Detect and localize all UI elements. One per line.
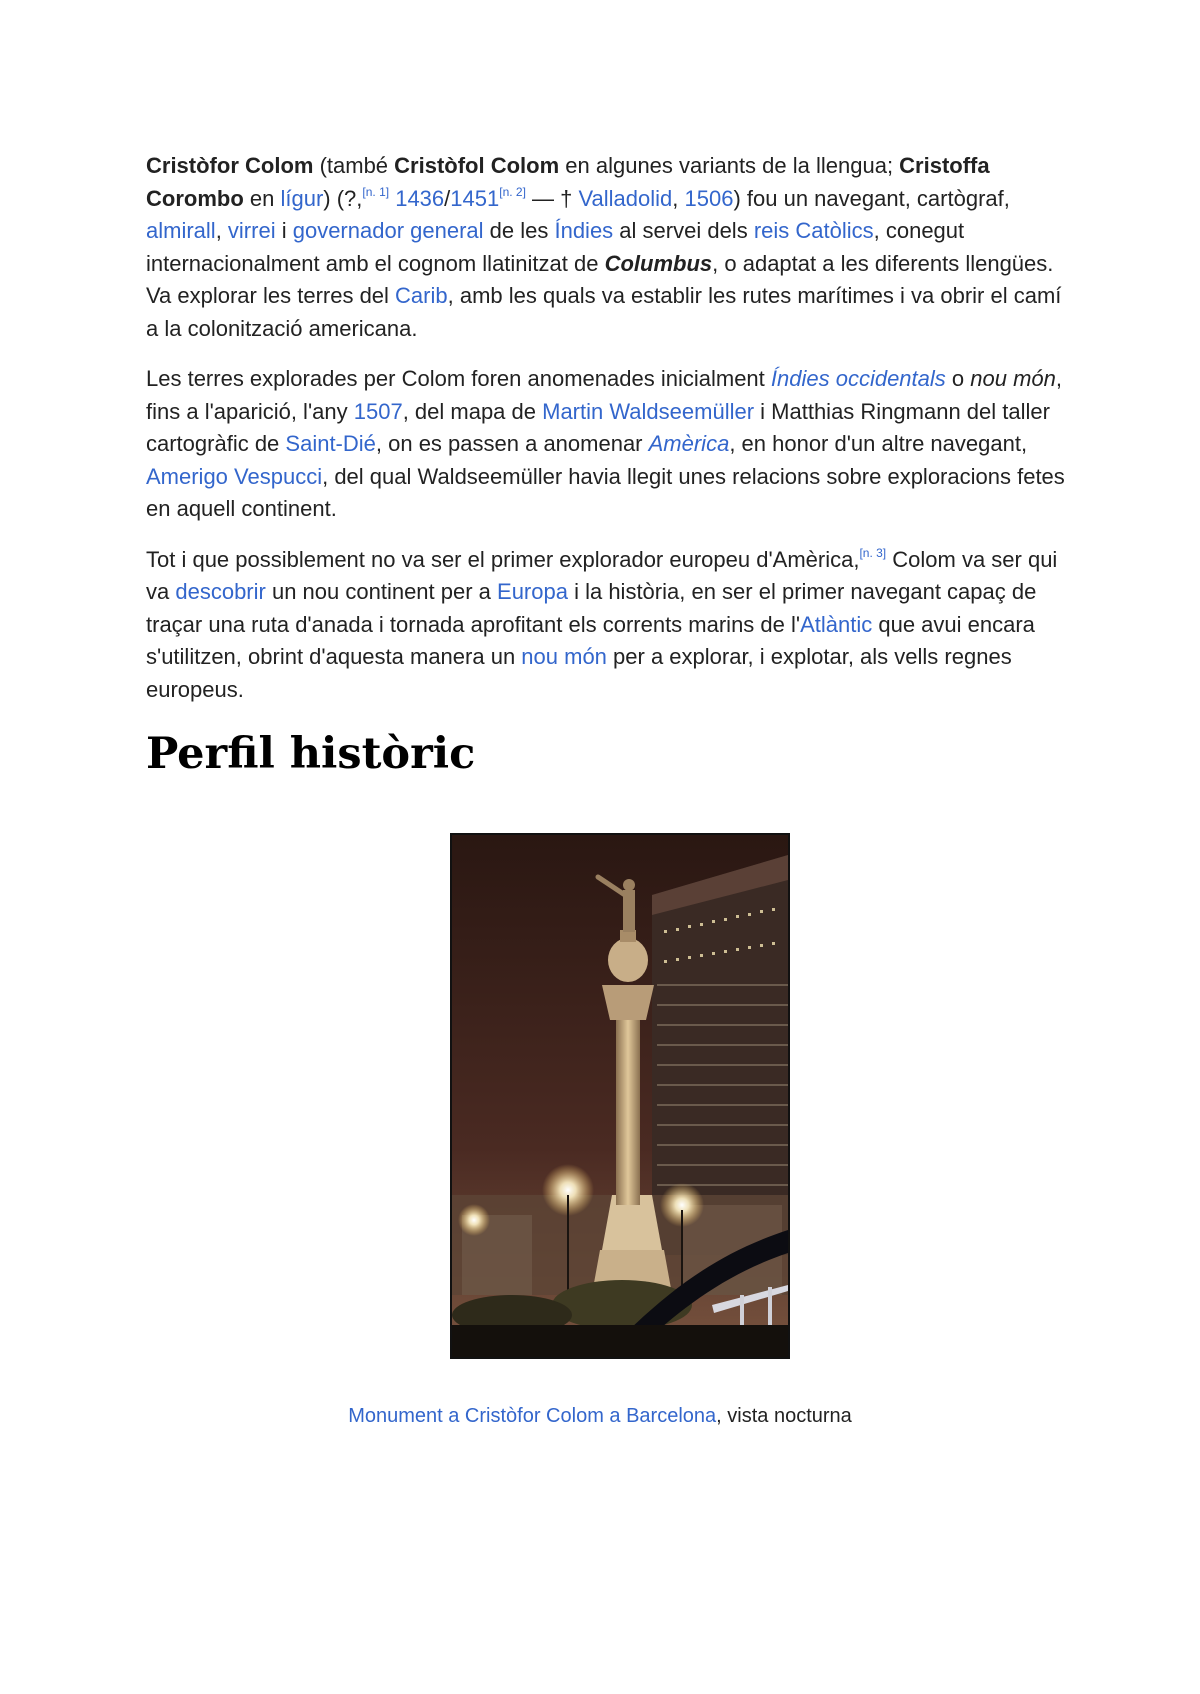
bold-name: Cristoffa Corombo [146, 153, 990, 211]
text: en [243, 185, 281, 211]
link-atlantic[interactable]: Atlàntic [800, 611, 873, 637]
link-governador-general[interactable]: governador general [292, 218, 484, 243]
figure-caption [0, 1402, 1200, 1430]
text: que avui encara s'utilitzen, obrint d'aquesta manera un [146, 611, 1035, 669]
text: Tot i que possiblement no va ser el primer explorador europeu d'Amèrica, [146, 546, 860, 572]
link-europa[interactable]: Europa [497, 579, 568, 604]
text: o [945, 366, 971, 391]
text: ) (?, [323, 185, 363, 211]
link-nou-mon[interactable]: nou món [521, 644, 607, 669]
text: , amb les quals va establir les rutes marítimes i va obrir el camí a la colonització americana. [146, 283, 1062, 341]
link-indies-occidentals[interactable]: Índies occidentals [770, 366, 946, 391]
link-valladolid[interactable]: Valladolid [578, 185, 673, 211]
text: Colom va ser qui va [146, 546, 1058, 604]
link-martin-waldseemuller[interactable]: Martin Waldseemüller [542, 398, 755, 424]
note-reference[interactable]: [n. 1] [362, 184, 390, 199]
link-saint-die[interactable]: Saint-Dié [285, 431, 376, 456]
link-1506[interactable]: 1506 [684, 185, 734, 211]
text: i la història, en ser el primer navegant capaç de traçar una ruta d'anada i tornada aprofitant els corrents marins de l' [146, 579, 1037, 637]
bold-name: Cristòfor Colom [146, 153, 314, 178]
columbus-monument-photo[interactable] [450, 833, 790, 1359]
link-reis-catolics[interactable]: reis Catòlics [753, 218, 874, 243]
third-paragraph [146, 544, 1066, 707]
caption-link[interactable]: Monument a Cristòfor Colom a Barcelona [348, 1405, 717, 1427]
text: , on es passen a anomenar [375, 431, 649, 456]
text: , del qual Waldseemüller havia llegit unes relacions sobre exploracions fetes en aquell continent. [146, 463, 1065, 521]
bold-name: Cristòfol Colom [394, 153, 560, 178]
article-body [146, 150, 1066, 780]
text: , en honor d'un altre navegant, [729, 431, 1028, 456]
note-reference[interactable]: [n. 3] [859, 545, 887, 560]
link-ligur[interactable]: lígur [280, 185, 324, 211]
link-america[interactable]: Amèrica [648, 431, 730, 456]
text: un nou continent per a [265, 579, 498, 604]
link-1436[interactable]: 1436 [395, 185, 445, 211]
text: en algunes variants de la llengua; [559, 153, 900, 178]
note-reference[interactable]: [n. 2] [499, 184, 526, 199]
link-indies[interactable]: Índies [554, 218, 614, 243]
text: i [275, 218, 293, 243]
text: , o adaptat a les diferents llengües. Va explorar les terres del [146, 250, 1054, 308]
link-descobrir[interactable]: descobrir [175, 579, 266, 604]
italic-term: nou món [970, 366, 1056, 391]
text: (també [313, 153, 395, 178]
text: , fins a l'aparició, l'any [146, 366, 1062, 424]
text: , [672, 185, 685, 211]
text: per a explorar, i explotar, als vells regnes europeus. [146, 644, 1012, 702]
text: — † [525, 185, 579, 211]
section-heading: Perfil històric [146, 729, 476, 779]
link-virrei[interactable]: virrei [227, 218, 276, 243]
text: , del mapa de [402, 398, 543, 424]
second-paragraph [146, 363, 1066, 526]
text: , conegut internacionalment amb el cognom llatinitzat de [146, 218, 965, 276]
text: de les [483, 218, 555, 243]
link-carib[interactable]: Carib [395, 283, 448, 308]
text: / [444, 185, 451, 211]
link-almirall[interactable]: almirall [146, 218, 216, 243]
text: ) fou un navegant, cartògraf, [733, 185, 1010, 211]
text: , [215, 218, 228, 243]
link-1451[interactable]: 1451 [450, 185, 500, 211]
link-1507[interactable]: 1507 [353, 398, 403, 424]
text: al servei dels [613, 218, 754, 243]
text: Les terres explorades per Colom foren anomenades inicialment [146, 366, 771, 391]
text: i Matthias Ringmann del taller cartogràfic de [146, 398, 1050, 456]
caption-text: , vista nocturna [716, 1405, 852, 1427]
link-amerigo-vespucci[interactable]: Amerigo Vespucci [146, 463, 323, 489]
intro-paragraph [146, 150, 1066, 345]
bold-italic-name: Columbus [604, 250, 713, 276]
